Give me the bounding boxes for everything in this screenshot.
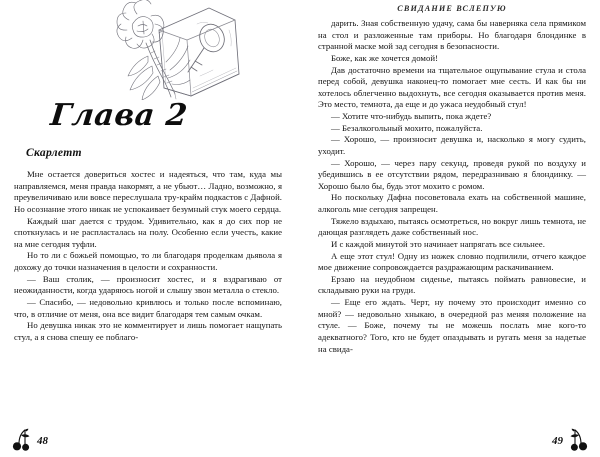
cherries-icon (10, 427, 32, 451)
right-page (300, 0, 600, 457)
paragraph: Каждый шаг дается с трудом. Удивительно, как я до сих пор не споткнулась и не распласталась на полу. Особенно если учесть, какие на мне сегодня туфли. (14, 215, 282, 249)
paragraph: Но то ли с божьей помощью, то ли благодаря проделкам дьявола я дохожу до точки назначения в целости и сохранности. (14, 250, 282, 272)
paragraph: Тяжело вздыхаю, пытаясь осмотреться, но вокруг лишь темнота, не дающая разглядеть даже собственный нос. (318, 215, 586, 238)
cherries-icon (568, 427, 590, 451)
paragraph: Дав достаточно времени на тщательное ощупывание стула и стола перед собой, девушка наконец-то помогает мне сесть. И как бы ни хотелось облегченно выдохнуть, все сегодня оказывается против меня. Это место, темнота, да еще и до ужаса неудобный стул! (318, 64, 586, 110)
page-number: 49 (552, 435, 563, 447)
page-number: 48 (37, 435, 48, 447)
paragraph: — Спасибо, — недовольно кривлюсь и только после вспоминаю, что, в отличие от меня, она все видит благодаря тем самым очкам. (14, 296, 282, 319)
book-flower-key-illustration (14, 0, 282, 100)
paragraph: Боже, как же хочется домой! (331, 52, 439, 63)
paragraph: А еще этот стул! Одну из ножек словно подпилили, отчего каждое мое движение сопровождается раздражающим раскачиванием. (318, 250, 586, 273)
pov-heading: Скарлетт (26, 146, 82, 159)
right-page-footer (552, 427, 590, 451)
paragraph: — Хорошо, — через пару секунд, проведя рукой по воздуху и убедившись в ее отсутствии рядом, передразниваю я блондинку. — Хорошо было бы, будь этот мохито с ромом. (318, 157, 586, 191)
paragraph: — Ваш столик, — произносит хостес, и я вздрагиваю от неожиданности, когда ударяюсь ногой и слышу звон металла о стекло. (14, 273, 282, 296)
paragraph: Но девушка никак это не комментирует и лишь помогает нащупать стул, а я снова спешу ее поблаго- (14, 320, 282, 342)
paragraph: Ерзаю на неудобном сиденье, пытаясь поймать равновесие, и складываю руки на груди. (318, 273, 586, 296)
paragraph: Но поскольку Дафна посоветовала ехать на собственной машине, алкоголь мне сегодня запрещен. (318, 192, 586, 214)
paragraph: — Еще его ждать. Черт, ну почему это происходит именно со мной? — недовольно хныкаю, в очередной раз меняя положение на стуле. — Боже, почему ты не можешь послать мне кого-то адекватного? Того, кто не будет опаздывать и ругать меня за надетые на свида- (318, 297, 586, 354)
right-page-body (318, 16, 586, 355)
left-page-footer (10, 427, 48, 451)
paragraph: И с каждой минутой это начинает напрягать все сильнее. (331, 238, 545, 249)
paragraph: — Хорошо, — произносит девушка и, насколько я могу судить, уходит. (318, 134, 586, 156)
paragraph: Мне остается довериться хостес и надеяться, что там, куда мы направляемся, меня правда накормят, а не убьют… Ладно, возможно, я преувеличиваю или вовсе переслушала тру-крайм подкастов с Дафной. Но осознание этого никак не успокаивает безумный стук моего сердца. (14, 169, 282, 214)
left-page-body (14, 169, 282, 343)
paragraph: дарить. Зная собственную удачу, сама бы наверняка села прямиком на стол и разложенные там приборы. Но благодаря блондинке в странной маске мой зад сегодня в безопасности. (318, 18, 586, 52)
running-header: СВИДАНИЕ ВСЛЕПУЮ (397, 4, 507, 13)
chapter-title: Глава 2 (48, 98, 190, 133)
paragraph: — Хотите что-нибудь выпить, пока ждете? (331, 111, 492, 121)
paragraph: — Безалкогольный мохито, пожалуйста. (331, 122, 483, 133)
